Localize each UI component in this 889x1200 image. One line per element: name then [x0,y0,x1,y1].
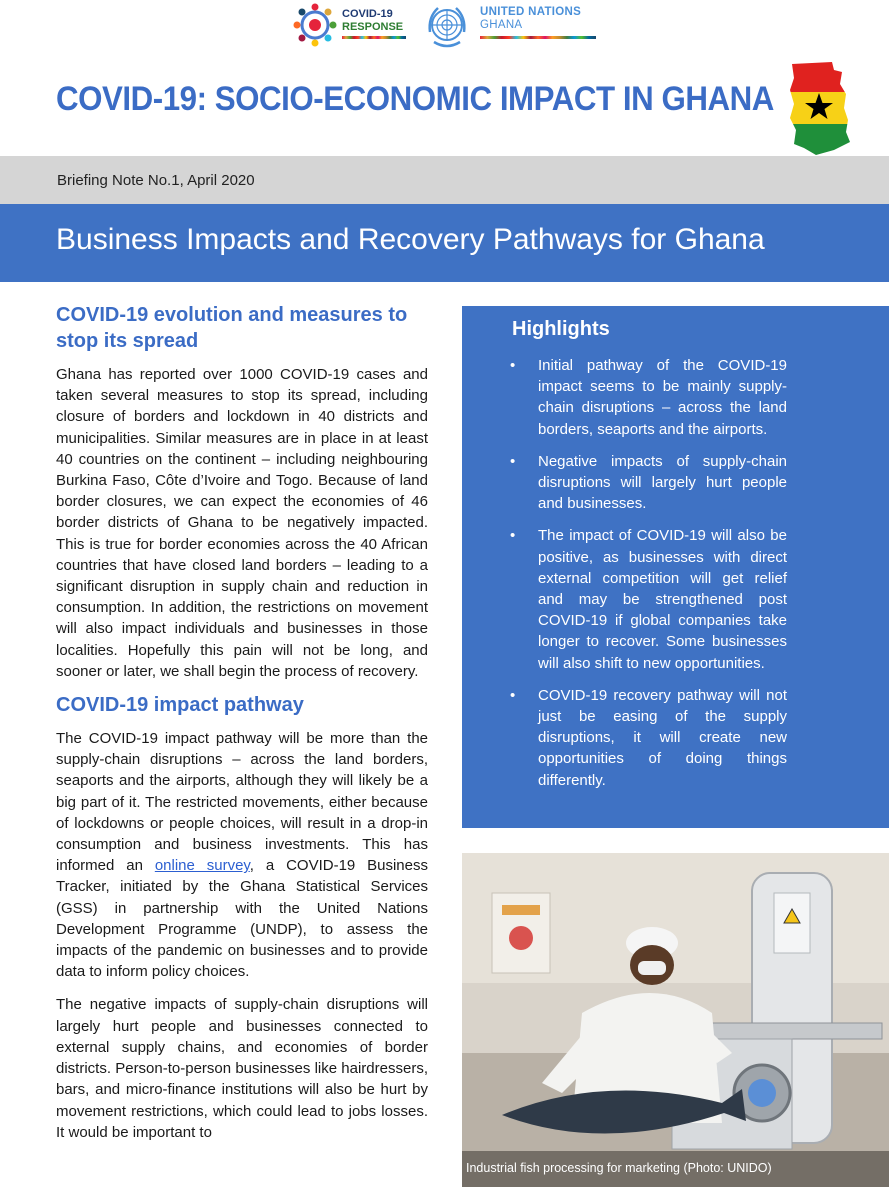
paragraph-negative-impacts: The negative impacts of supply-chain disruptions will largely hurt people and businesses connected to external supply chains, and economies of border districts. Person-to-person businesses like hairdressers, bars, and micro-finance institutions will also be hurt by movement restrictions, which could lead to jobs losses. It would be important to [56,996,428,1141]
section-title: Business Impacts and Recovery Pathways for Ghana [56,223,765,256]
highlights-title: Highlights [512,318,610,340]
paragraph-impact-pathway [56,728,428,982]
list-item [512,355,787,440]
briefing-note-label: Briefing Note No.1, April 2020 [57,172,255,189]
paragraph-evolution: Ghana has reported over 1000 COVID-19 cases and taken several measures to stop its spread, including closure of borders and lockdown in 40 districts and municipalities. Similar measures are in place in at least 40 countries on the continent – including neighbouring Burkina Faso, Côte d’Ivoire and Togo. Because of land border closures, we can expect the economies of 46 border districts of Ghana to be negatively impacted. This is true for border economies across the 40 African countries that have closed land borders – leading to a significant disruption in supply chain and reduction in consumption. In addition, the restrictions on movement will also impact individuals and businesses in those localities. Hopefully this pain will not be long, and sooner or later, we shall begin the process of recovery. [56,366,428,680]
bullet: • [510,527,516,545]
un-emblem-icon [422,2,472,52]
heading-evolution: COVID-19 evolution and measures to stop its spread [56,304,408,352]
heading-impact-pathway: COVID-19 impact pathway [56,694,304,717]
paragraph-impact-pathway-part2: , a COVID-19 Business Tracker, initiated by the Ghana Statistical Services (GSS) in partnership with the United Nations Development Programme (UNDP), to assess the impacts of the pandemic on businesses and to provide data to inform policy choices. [56,857,428,981]
list-item [512,685,787,791]
un-logo-line1: UNITED NATIONS [480,6,582,18]
page-title: COVID-19: SOCIO-ECONOMIC IMPACT IN GHANA [56,80,774,118]
covid-virus-icon [292,2,338,48]
fish-processing-photo [462,853,889,1187]
covid-logo-text [342,8,403,34]
un-logo-text [480,6,581,32]
briefing-note-band [0,156,889,204]
main-text-column [56,300,428,1143]
highlight-text: Initial pathway of the COVID-19 impact seems to be mainly supply-chain disruptions – across the land borders, seaports and the airports. [538,357,787,438]
bullet: • [510,452,516,470]
highlight-text: Negative impacts of supply-chain disruptions will largely hurt people and businesses. [538,452,787,513]
sdg-color-strip [342,36,406,39]
section-title-band [0,204,889,282]
bullet: • [510,357,516,374]
sdg-color-strip [480,36,596,39]
highlight-text: The impact of COVID-19 will also be positive, as businesses with direct external competition will get relief and may be strengthened post COVID-19 if global companies take longer to recover. Some businesses will also shift to new opportunities. [538,527,787,672]
list-item [512,525,787,673]
covid-19-response-logo [292,2,408,50]
un-ghana-logo [422,2,602,52]
covid-logo-line1: COVID-19 [342,8,393,20]
photo-caption-bar [462,1151,889,1187]
list-item [512,451,787,515]
paragraph-impact-pathway-part1: The COVID-19 impact pathway will be more than the supply-chain disruptions – across the land borders, seaports and the airports, although they will likely be a big part of it. The restricted movements, either because of lockdowns or people choices, will result in a drop-in consumption and business investments. This has informed an [56,730,428,875]
highlight-text: COVID-19 recovery pathway will not just be easing of the supply disruptions, it will create new opportunities of doing things differently. [538,686,787,789]
highlights-list [512,355,889,791]
covid-logo-line2: RESPONSE [342,21,404,33]
un-logo-line2: GHANA [480,19,523,31]
bullet: • [510,686,516,704]
ghana-flag-map-icon [786,60,852,156]
highlights-box [462,306,889,828]
online-survey-link[interactable]: online survey [154,857,250,875]
header-logos [0,0,889,56]
photo-illustration [462,853,889,1187]
photo-caption: Industrial fish processing for marketing (Photo: UNIDO) [466,1161,772,1175]
